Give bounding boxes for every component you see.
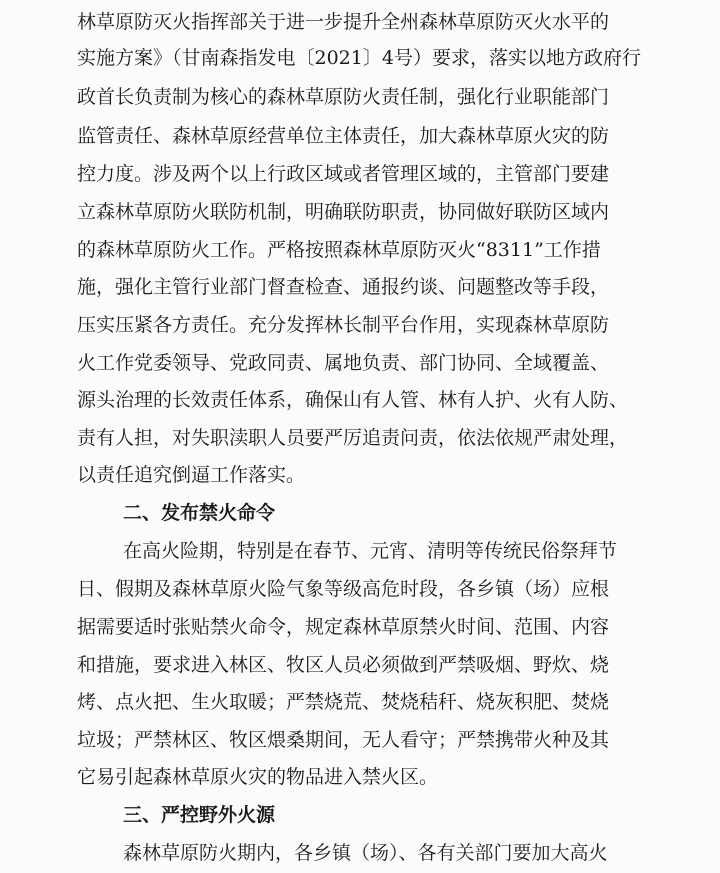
heading-text: 二、发布禁火命令 [123, 502, 276, 524]
text-line [0, 38, 720, 78]
line-text: 政首长负责制为核心的森林草原防火责任制，强化行业职能部门 [77, 86, 610, 108]
line-text: 烤、点火把、生火取暖；严禁烧荒、焚烧秸秆、烧灰积肥、焚烧 [77, 691, 610, 713]
text-line [0, 833, 720, 873]
text-line [0, 607, 720, 647]
text-line [0, 77, 720, 117]
line-text: 立森林草原防火联防机制，明确联防职责，协同做好联防区域内 [77, 201, 610, 223]
line-text: 监管责任、森林草原经营单位主体责任，加大森林草原火灾的防 [77, 125, 610, 147]
line-text: 压实压紧各方责任。充分发挥林长制平台作用，实现森林草原防 [77, 314, 610, 336]
line-text: 控力度。涉及两个以上行政区域或者管理区域的，主管部门要建 [77, 163, 610, 185]
text-line [0, 720, 720, 760]
line-text: 它易引起森林草原火灾的物品进入禁火区。 [77, 766, 439, 788]
text-line [0, 645, 720, 685]
text-line [0, 455, 720, 495]
line-text: 以责任追究倒逼工作落实。 [77, 464, 306, 486]
line-text: 源头治理的长效责任体系，确保山有人管、林有人护、火有人防、 [77, 389, 629, 411]
line-text: 施，强化主管行业部门督查检查、通报约谈、问题整改等手段， [77, 276, 610, 298]
text-line [0, 154, 720, 194]
line-text: 据需要适时张贴禁火命令，规定森林草原禁火时间、范围、内容 [77, 616, 610, 638]
line-text: 实施方案》（甘南森指发电〔2021〕4号）要求，落实以地方政府行 [77, 47, 641, 69]
text-line [0, 116, 720, 156]
line-text: 在高火险期，特别是在春节、元宵、清明等传统民俗祭拜节 [123, 540, 618, 562]
line-text: 森林草原防火期内，各乡镇（场）、各有关部门要加大高火 [123, 842, 608, 864]
section-heading [0, 795, 720, 835]
text-line [0, 380, 720, 420]
line-text: 责有人担，对失职渎职人员要严厉追责问责，依法依规严肃处理， [77, 427, 629, 449]
text-line [0, 2, 720, 42]
text-line [0, 757, 720, 797]
text-line [0, 569, 720, 609]
text-line [0, 305, 720, 345]
text-line [0, 267, 720, 307]
heading-text: 三、严控野外火源 [123, 804, 276, 826]
line-text: 林草原防灭火指挥部关于进一步提升全州森林草原防灭火水平的 [77, 11, 610, 33]
line-text: 的森林草原防火工作。严格按照森林草原防灭火“8311”工作措 [77, 239, 601, 261]
line-text: 火工作党委领导、党政同责、属地负责、部门协同、全域覆盖、 [77, 352, 610, 374]
text-line [0, 531, 720, 571]
text-line [0, 230, 720, 270]
text-line [0, 682, 720, 722]
line-text: 和措施，要求进入林区、牧区人员必须做到严禁吸烟、野炊、烧 [77, 654, 610, 676]
line-text: 日、假期及森林草原火险气象等级高危时段，各乡镇（场）应根 [77, 578, 610, 600]
text-line [0, 418, 720, 458]
text-line [0, 343, 720, 383]
text-line [0, 192, 720, 232]
line-text: 垃圾；严禁林区、牧区煨桑期间，无人看守；严禁携带火种及其 [77, 729, 610, 751]
section-heading [0, 493, 720, 533]
